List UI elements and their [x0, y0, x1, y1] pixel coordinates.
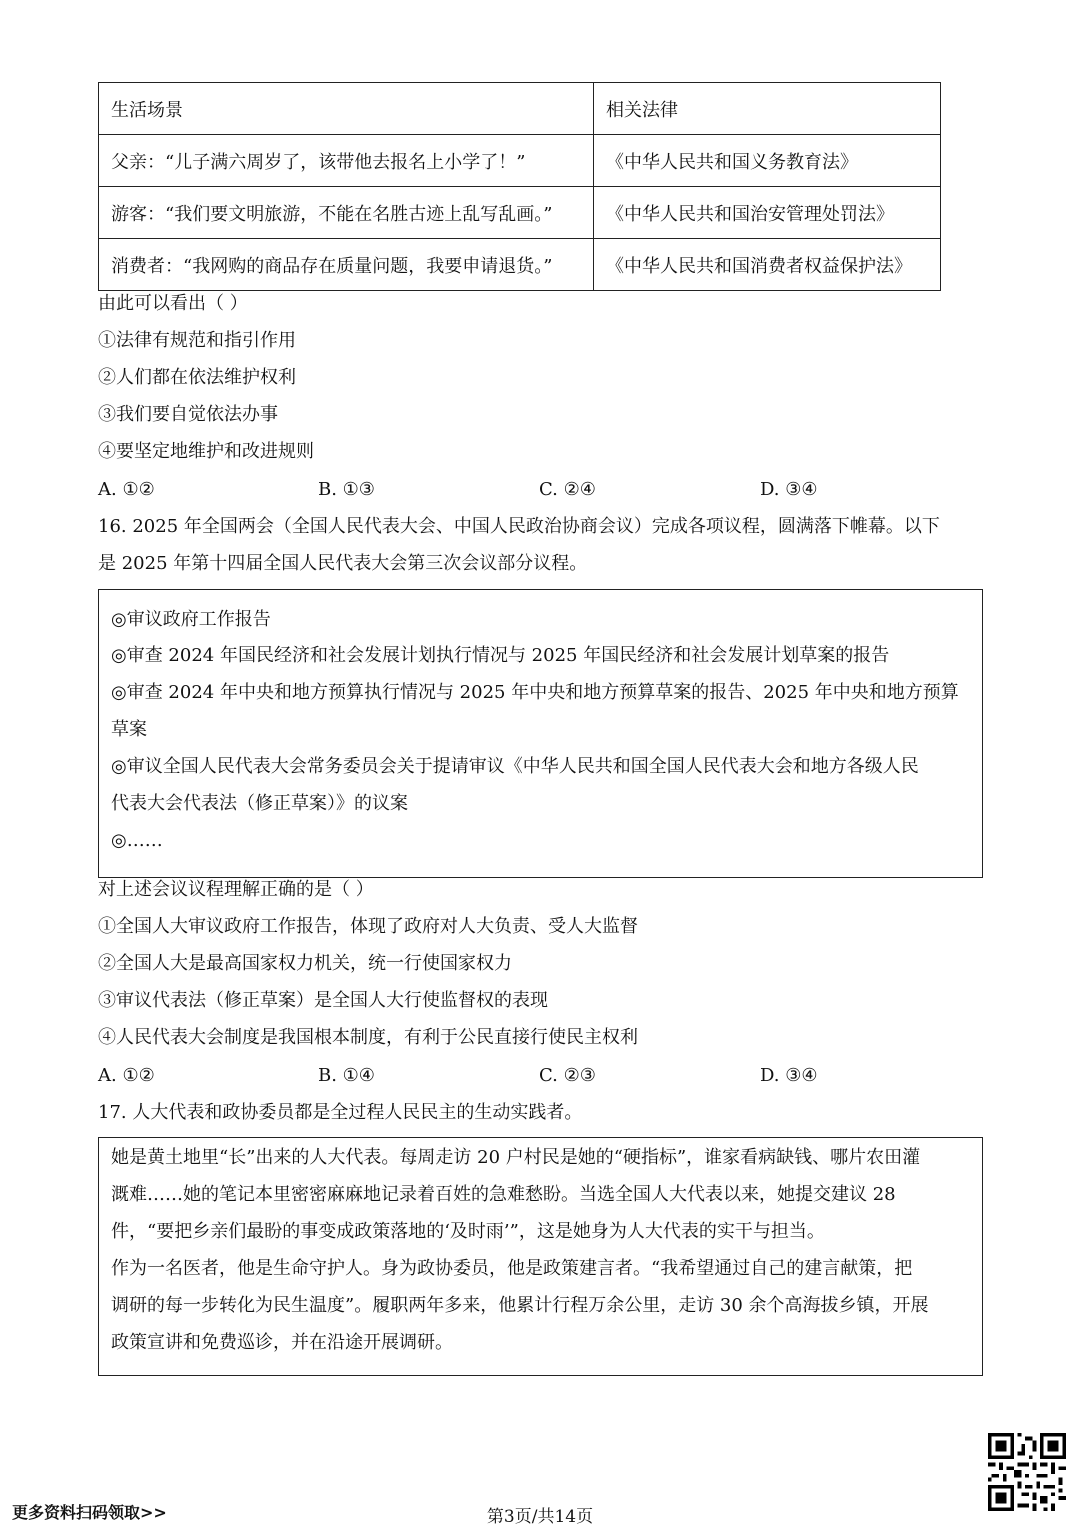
- table-cell-scene: 游客：“我们要文明旅游，不能在名胜古迹上乱写乱画。”: [99, 187, 594, 239]
- agenda-line: 草案: [111, 719, 147, 740]
- table-row: [99, 135, 941, 187]
- q17-material-box: [98, 1137, 983, 1376]
- table-cell-law: 《中华人民共和国治安管理处罚法》: [594, 187, 941, 239]
- table-cell-law: 《中华人民共和国消费者权益保护法》: [594, 239, 941, 291]
- table-row: [99, 239, 941, 291]
- agenda-line: ◎……: [111, 830, 163, 851]
- q16-question: 对上述会议议程理解正确的是（ ）: [98, 879, 374, 900]
- q15-statement: ④要坚定地维护和改进规则: [98, 441, 314, 462]
- q16-statement: ③审议代表法（修正草案）是全国人大行使监督权的表现: [98, 990, 548, 1011]
- table-cell-law: 《中华人民共和国义务教育法》: [594, 135, 941, 187]
- q16-statement: ①全国人大审议政府工作报告，体现了政府对人大负责、受人大监督: [98, 916, 638, 937]
- q15-option-c[interactable]: C. ②④: [539, 479, 596, 500]
- q15-option-a[interactable]: A. ①②: [98, 479, 155, 500]
- q15-statement: ③我们要自觉依法办事: [98, 404, 278, 425]
- q16-statement: ④人民代表大会制度是我国根本制度，有利于公民直接行使民主权利: [98, 1027, 638, 1048]
- material-line: 件，“要把乡亲们最盼的事变成政策落地的‘及时雨’”，这是她身为人大代表的实干与担当。: [111, 1221, 825, 1242]
- agenda-line: ◎审议全国人民代表大会常务委员会关于提请审议《中华人民共和国全国人民代表大会和地方各级人民: [111, 756, 919, 777]
- q15-statement: ①法律有规范和指引作用: [98, 330, 296, 351]
- agenda-line: ◎审查 2024 年中央和地方预算执行情况与 2025 年中央和地方预算草案的报告、2025 年中央和地方预算: [111, 682, 959, 703]
- q16-statement: ②全国人大是最高国家权力机关，统一行使国家权力: [98, 953, 512, 974]
- material-line: 政策宣讲和免费巡诊，并在沿途开展调研。: [111, 1332, 453, 1353]
- q16-option-c[interactable]: C. ②③: [539, 1065, 596, 1086]
- agenda-line: ◎审议政府工作报告: [111, 609, 271, 630]
- q16-option-b[interactable]: B. ①④: [318, 1065, 375, 1086]
- table-row: [99, 187, 941, 239]
- table-header-cell: 相关法律: [594, 83, 941, 135]
- law-table: [98, 82, 941, 291]
- q16-agenda-box: [98, 589, 983, 878]
- page-number: 第3页/共14页: [486, 1507, 594, 1527]
- material-line: 调研的每一步转化为民生温度”。履职两年多来，他累计行程万余公里，走访 30 余个高海拔乡镇，开展: [111, 1295, 929, 1316]
- q17-stem: 17. 人大代表和政协委员都是全过程人民民主的生动实践者。: [98, 1102, 583, 1123]
- table-header-row: [99, 83, 941, 135]
- agenda-line: 代表大会代表法（修正草案）》的议案: [111, 793, 408, 814]
- q16-option-d[interactable]: D. ③④: [760, 1065, 818, 1086]
- table-header-cell: 生活场景: [99, 83, 594, 135]
- q15-stem: 由此可以看出（ ）: [98, 293, 248, 314]
- q16-stem-line: 是 2025 年第十四届全国人民代表大会第三次会议部分议程。: [98, 553, 588, 574]
- q16-option-a[interactable]: A. ①②: [98, 1065, 155, 1086]
- agenda-line: ◎审查 2024 年国民经济和社会发展计划执行情况与 2025 年国民经济和社会发展计划草案的报告: [111, 645, 890, 666]
- table-cell-scene: 消费者：“我网购的商品存在质量问题，我要申请退货。”: [99, 239, 594, 291]
- material-line: 溉难……她的笔记本里密密麻麻地记录着百姓的急难愁盼。当选全国人大代表以来，她提交建议 28: [111, 1184, 896, 1205]
- q15-statement: ②人们都在依法维护权利: [98, 367, 296, 388]
- table-cell-scene: 父亲：“儿子满六周岁了，该带他去报名上小学了！”: [99, 135, 594, 187]
- q15-option-d[interactable]: D. ③④: [760, 479, 818, 500]
- material-line: 她是黄土地里“长”出来的人大代表。每周走访 20 户村民是她的“硬指标”，谁家看病缺钱、哪片农田灌: [111, 1147, 921, 1168]
- qr-code-icon[interactable]: [988, 1433, 1066, 1511]
- q15-option-b[interactable]: B. ①③: [318, 479, 375, 500]
- material-line: 作为一名医者，他是生命守护人。身为政协委员，他是政策建言者。“我希望通过自己的建言献策，把: [111, 1258, 913, 1279]
- footer-promo-text[interactable]: 更多资料扫码领取>>: [12, 1503, 167, 1522]
- q16-stem-line: 16. 2025 年全国两会（全国人民代表大会、中国人民政治协商会议）完成各项议程，圆满落下帷幕。以下: [98, 516, 940, 537]
